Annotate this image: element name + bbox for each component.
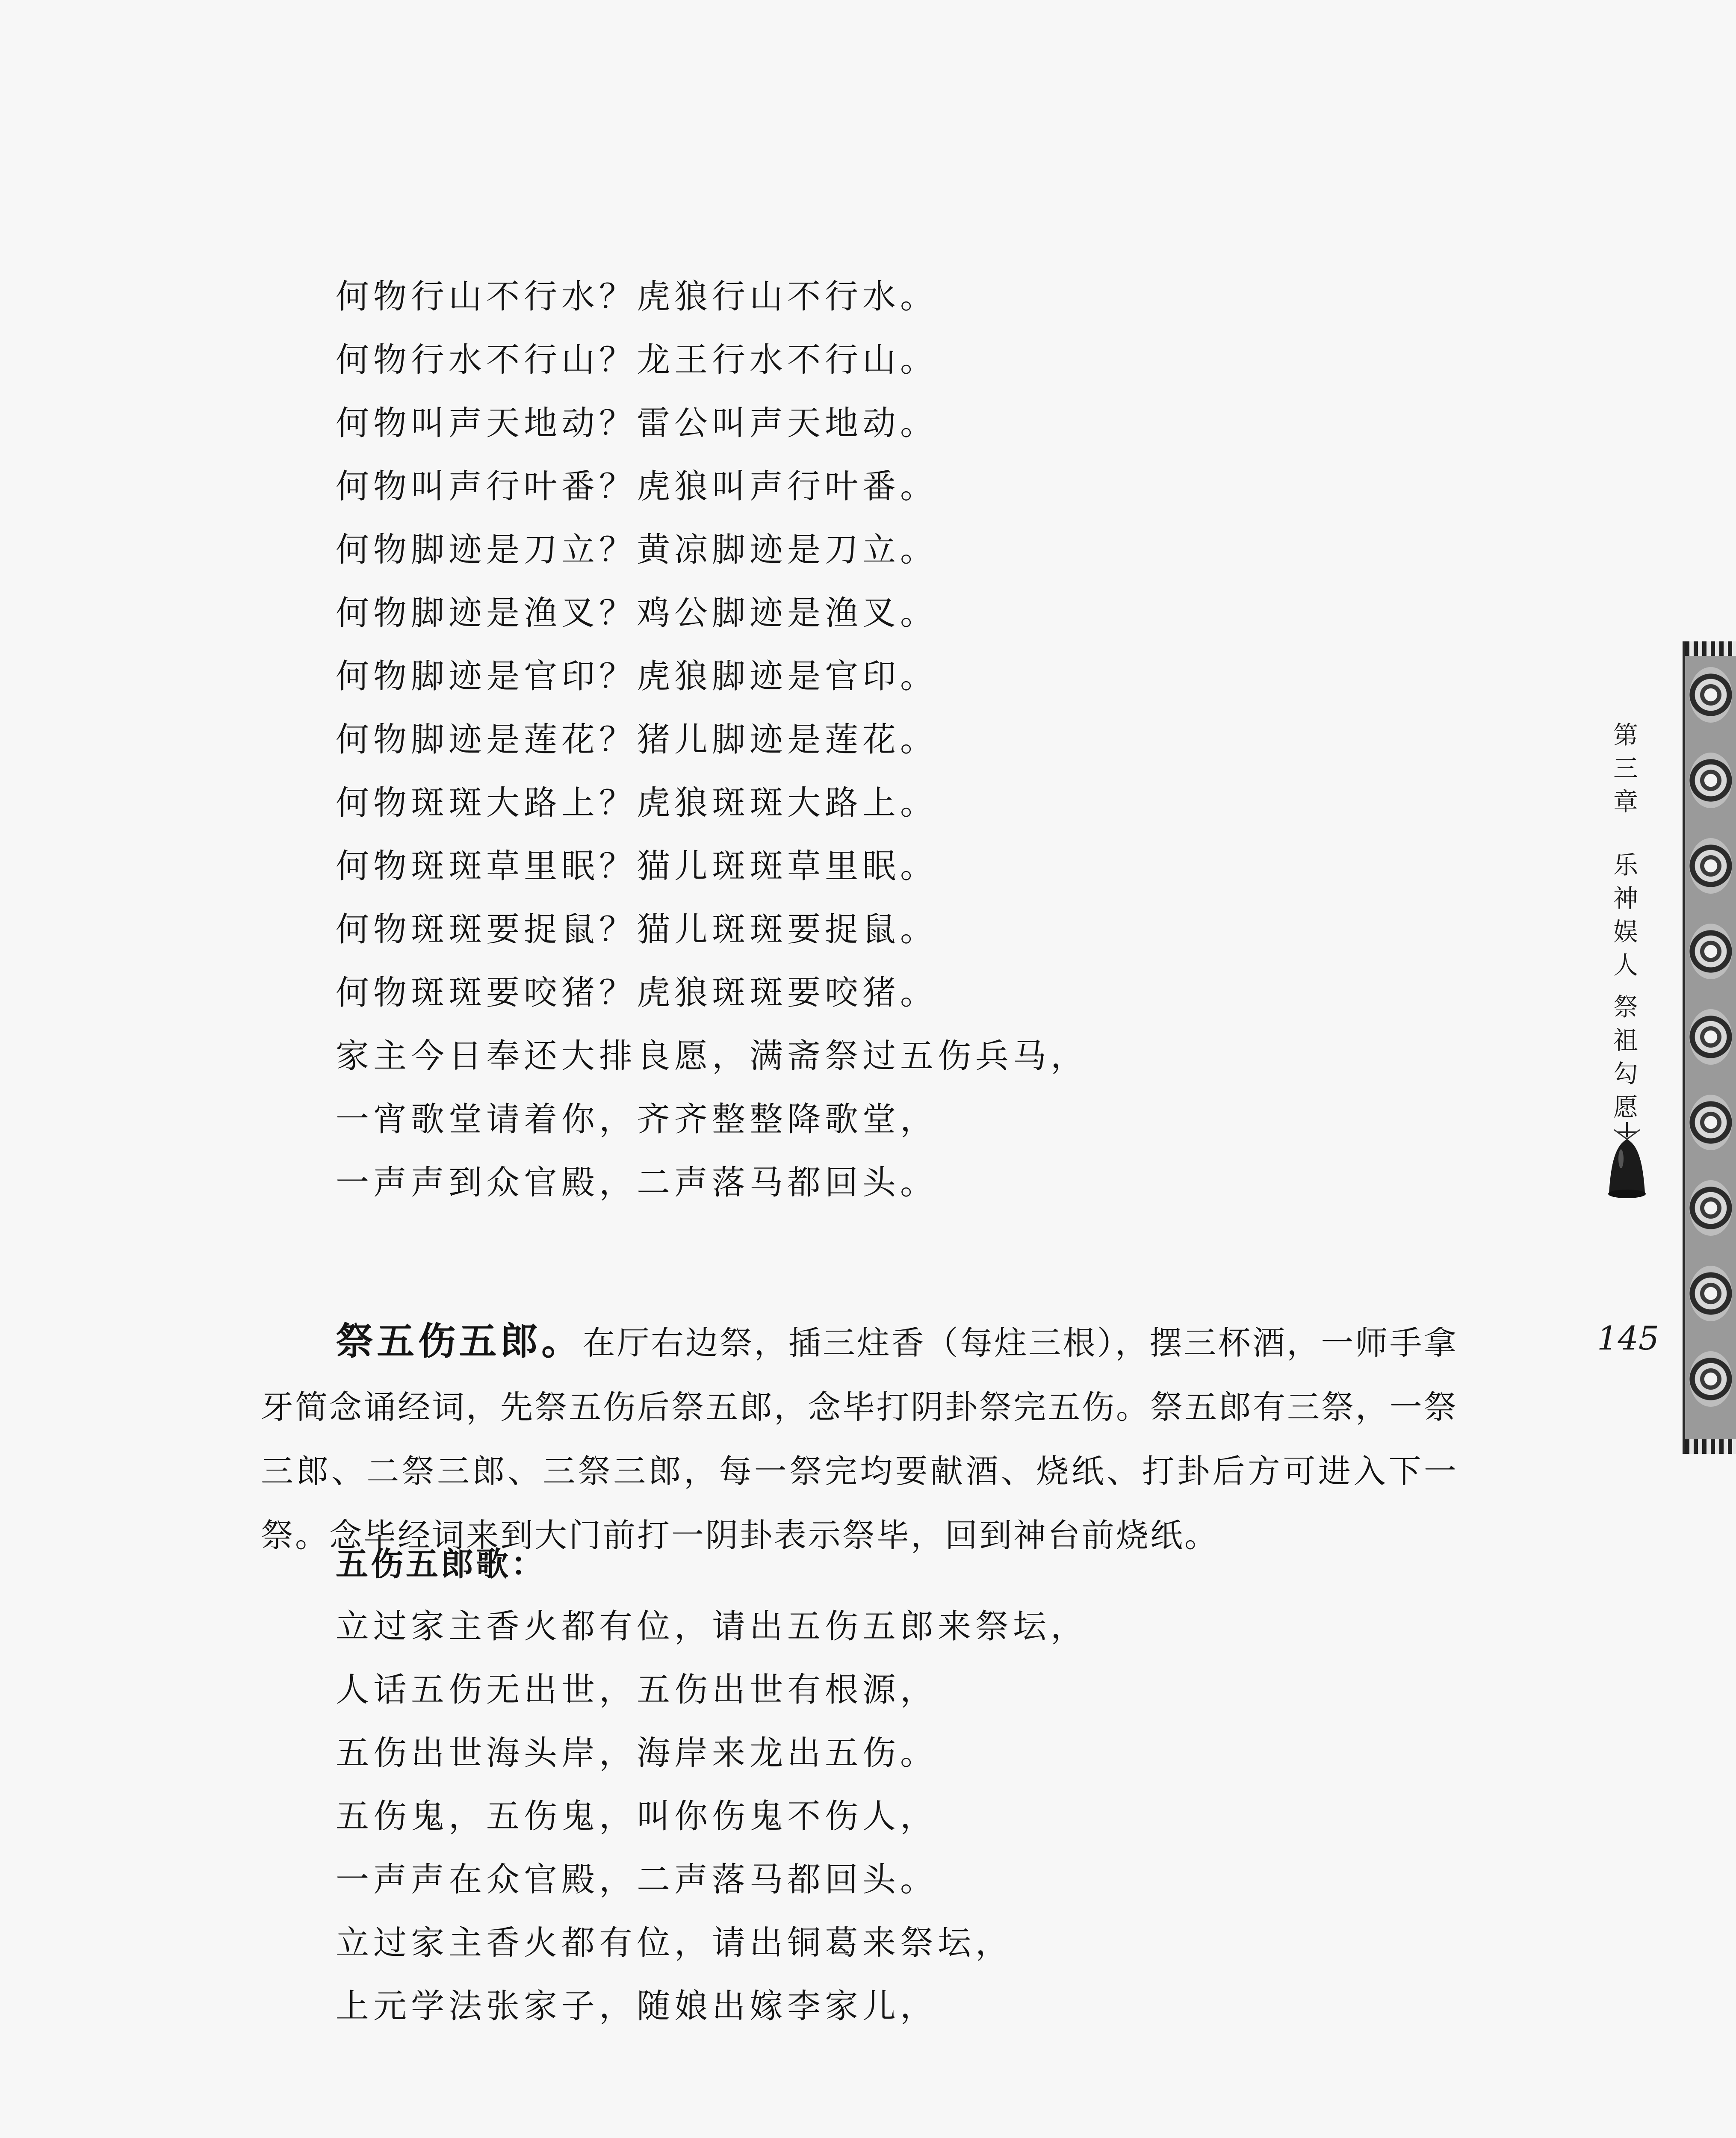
verse-line: 人话五伤无出世，五伤出世有根源，: [336, 1671, 938, 1709]
section-body: 在厅右边祭，插三炷香（每炷三根），摆三杯酒，一师手拿牙简念诵经词，先祭五伤后祭五郎，念毕打阴卦祭完五伤。祭五郎有三祭，一祭三郎、二祭三郎、三祭三郎，每一祭完均要献酒、烧纸、打卦后方可进入下一祭。念毕经词来到大门前打一阴卦表示祭毕，回到神台前烧纸。: [261, 1324, 1458, 1554]
ornament-icon: [1689, 1351, 1732, 1407]
verse-line: 家主今日奉还大排良愿，满斋祭过五伤兵马，: [336, 1037, 1089, 1075]
verse-line: 何物斑斑大路上？虎狼斑斑大路上。: [336, 784, 938, 822]
ornament-icon: [1689, 1009, 1732, 1065]
section-paragraph: [261, 1309, 1458, 1568]
verse-line: 何物行山不行水？虎狼行山不行水。: [336, 278, 938, 316]
ornament-icon: [1689, 1095, 1732, 1150]
section-heading: 祭五伤五郎。: [336, 1319, 583, 1363]
verse-line: 立过家主香火都有位，请出铜葛来祭坛，: [336, 1924, 1013, 1962]
verse-line: 上元学法张家子，随娘出嫁李家儿，: [336, 1987, 938, 2026]
ornament-icon: [1689, 753, 1732, 808]
chapter-name: 乐 神 娱 人 祭 祖 勾 愿: [1613, 850, 1638, 1122]
verse-line: 何物行水不行山？龙王行水不行山。: [336, 341, 938, 379]
verse-block-2: [336, 1595, 1088, 2038]
verse-line: 何物斑斑草里眠？猫儿斑斑草里眠。: [336, 847, 938, 886]
ornament-icon: [1689, 1180, 1732, 1236]
verse-line: 何物斑斑要咬猪？虎狼斑斑要咬猪。: [336, 974, 938, 1012]
verse-line: 一声声到众官殿，二声落马都回头。: [336, 1163, 938, 1202]
verse-line: 何物脚迹是渔叉？鸡公脚迹是渔叉。: [336, 594, 938, 632]
verse-line: 五伤出世海头岸，海岸来龙出五伤。: [336, 1734, 938, 1772]
border-stripe: [1685, 1439, 1736, 1454]
ornament-icon: [1689, 1266, 1732, 1321]
ornament-icon: [1689, 838, 1732, 894]
verse-line: 何物脚迹是刀立？黄凉脚迹是刀立。: [336, 531, 938, 569]
bell-icon: [1601, 1120, 1653, 1206]
verse-line: 何物脚迹是官印？虎狼脚迹是官印。: [336, 657, 938, 696]
verse-line: 五伤鬼，五伤鬼，叫你伤鬼不伤人，: [336, 1797, 938, 1836]
chapter-title-vertical: [1609, 718, 1643, 1124]
page-number: 145: [1597, 1319, 1659, 1357]
verse-line: 何物脚迹是莲花？猪儿脚迹是莲花。: [336, 721, 938, 759]
verse-line: 立过家主香火都有位，请出五伤五郎来祭坛，: [336, 1607, 1089, 1646]
verse-line: 一宵歌堂请着你，齐齐整整降歌堂，: [336, 1100, 938, 1139]
ornament-icon: [1689, 667, 1732, 723]
ornamental-border: [1683, 641, 1736, 1454]
verse-line: 何物斑斑要捉鼠？猫儿斑斑要捉鼠。: [336, 910, 938, 949]
song-title: 五伤五郎歌：: [336, 1545, 546, 1583]
border-stripe: [1685, 641, 1736, 656]
verse-block-1: [336, 265, 1088, 1214]
chapter-label: 第 三 章: [1613, 721, 1638, 816]
verse-line: 何物叫声行叶番？虎狼叫声行叶番。: [336, 467, 938, 506]
verse-line: 何物叫声天地动？雷公叫声天地动。: [336, 404, 938, 443]
verse-line: 一声声在众官殿，二声落马都回头。: [336, 1860, 938, 1899]
ornament-icon: [1689, 924, 1732, 979]
